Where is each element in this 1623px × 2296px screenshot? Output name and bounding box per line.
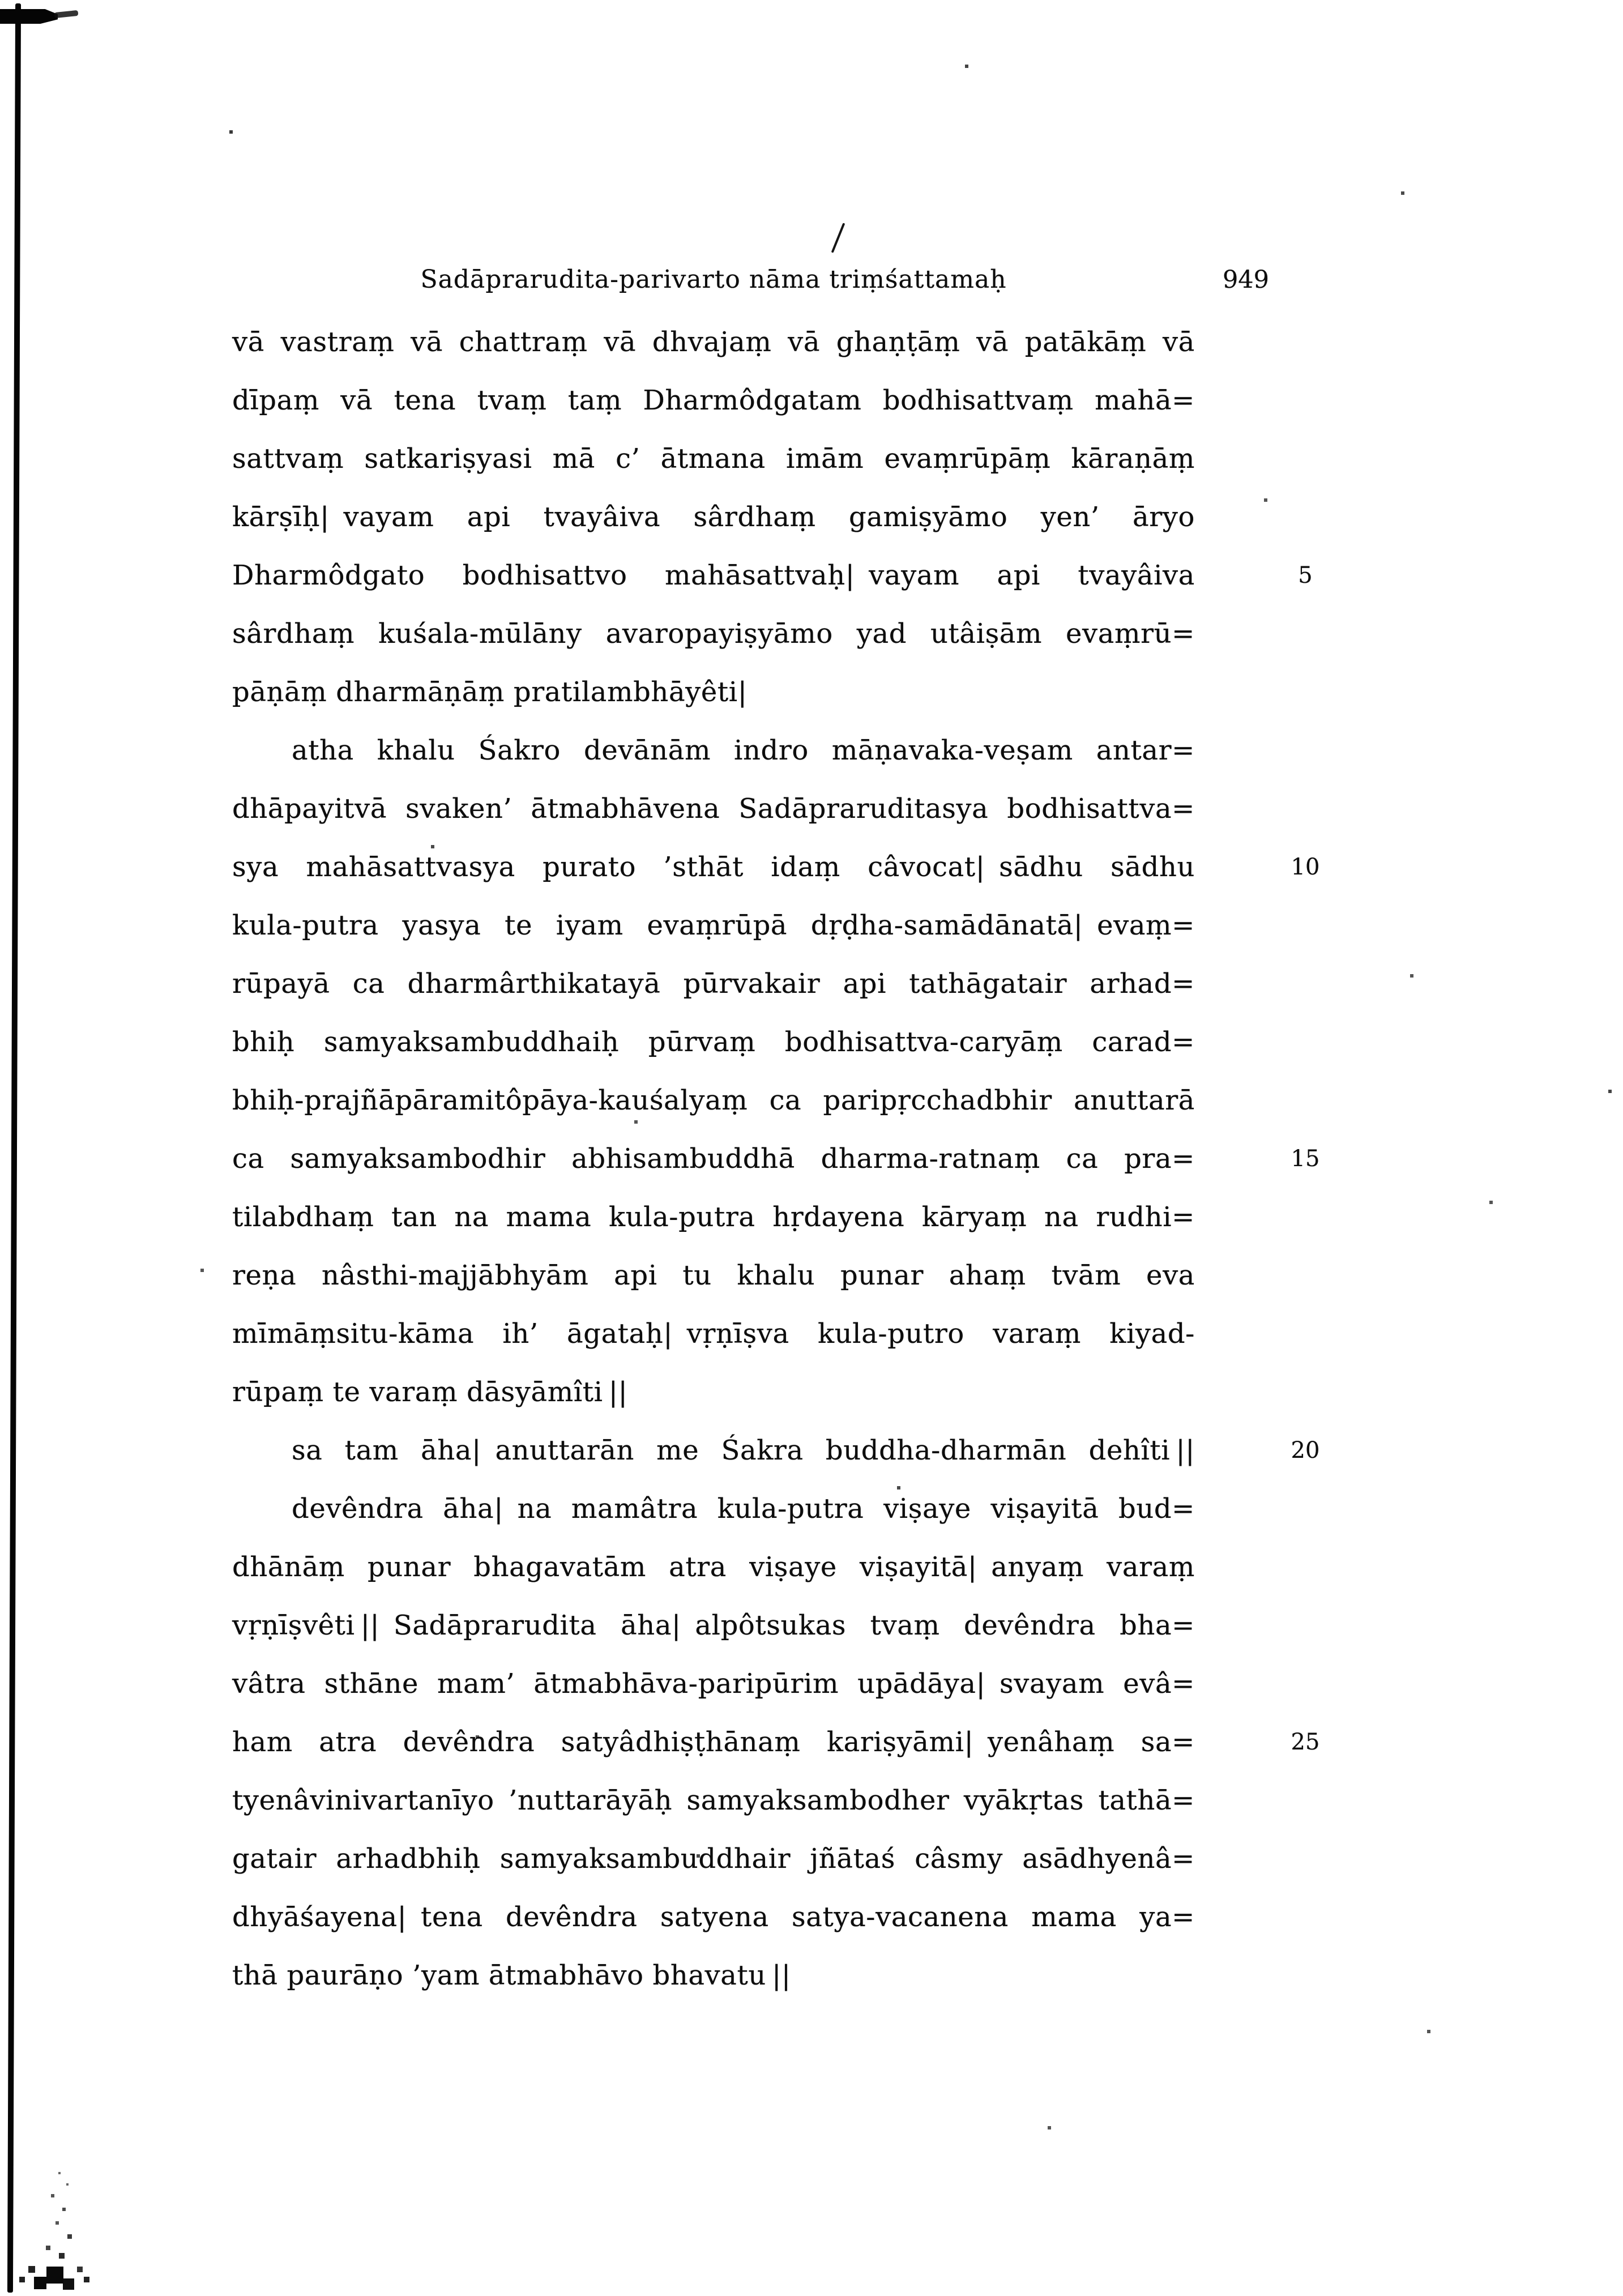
scan-artifact-left-edge-line (7, 3, 21, 2293)
scan-artifact-topleft-bar (0, 9, 58, 24)
text-line: dhyāśayena| tena devêndra satyena satya-vacanena mama ya= (232, 1901, 1195, 1933)
margin-line-number: 25 (1291, 1729, 1320, 1755)
text-line: dhāpayitvā svaken’ ātmabhāvena Sadāpraruditasya bodhisattva= (232, 793, 1195, 825)
text-line: gatair arhadbhiḥ samyaksambuddhair jñātaś câsmy asādhyenâ= (232, 1843, 1195, 1875)
text-line: reṇa nâsthi-majjābhyām api tu khalu punar ahaṃ tvām eva (232, 1260, 1195, 1291)
text-line paragraph-start: atha khalu Śakro devānām indro māṇavaka-veṣam antar= (292, 735, 1195, 766)
text-line: bhiḥ-prajñāpāramitôpāya-kauśalyaṃ ca paripṛcchadbhir anuttarā (232, 1085, 1195, 1116)
running-header-title: Sadāprarudita-parivarto nāma triṃśattamaḥ (420, 265, 1007, 294)
text-line paragraph-start: devêndra āha| na mamâtra kula-putra viṣaye viṣayitā bud= (292, 1493, 1195, 1525)
text-line: dhānāṃ punar bhagavatām atra viṣaye viṣayitā| anyaṃ varaṃ (232, 1551, 1195, 1583)
margin-line-number: 20 (1291, 1437, 1320, 1463)
text-line: vâtra sthāne mam’ ātmabhāva-paripūrim upādāya| svayam evâ= (232, 1668, 1195, 1700)
text-line: rūpaṃ te varaṃ dāsyāmîti || (232, 1376, 628, 1408)
text-line: vā vastraṃ vā chattraṃ vā dhvajaṃ vā ghaṇṭāṃ vā patākāṃ vā (232, 326, 1195, 358)
scan-artifact-slash-mark (831, 223, 845, 253)
text-line: kārṣīḥ| vayam api tvayâiva sârdhaṃ gamiṣyāmo yen’ āryo (232, 501, 1195, 533)
text-line: mīmāṃsitu-kāma ih’ āgataḥ| vṛṇīṣva kula-putro varaṃ kiyad- (232, 1318, 1195, 1350)
text-line: sya mahāsattvasya purato ’sthāt idaṃ câvocat| sādhu sādhu (232, 851, 1195, 883)
text-line: vṛṇīṣvêti || Sadāprarudita āha| alpôtsukas tvaṃ devêndra bha= (232, 1610, 1195, 1641)
margin-line-number: 10 (1291, 854, 1320, 880)
text-line: thā paurāṇo ’yam ātmabhāvo bhavatu || (232, 1960, 791, 1991)
text-line: sattvaṃ satkariṣyasi mā c’ ātmana imām evaṃrūpāṃ kāraṇāṃ (232, 443, 1195, 475)
text-line: ca samyaksambodhir abhisambuddhā dharma-ratnaṃ ca pra= (232, 1143, 1195, 1175)
text-line: pāṇāṃ dharmāṇāṃ pratilambhāyêti| (232, 676, 748, 708)
text-line: sârdhaṃ kuśala-mūlāny avaropayiṣyāmo yad utâiṣām evaṃrū= (232, 618, 1195, 650)
margin-line-number: 5 (1298, 562, 1313, 588)
margin-line-number: 15 (1291, 1146, 1320, 1172)
scan-artifact-topleft-tail (54, 10, 79, 18)
text-line: rūpayā ca dharmârthikatayā pūrvakair api tathāgatair arhad= (232, 968, 1195, 1000)
page-number: 949 (1222, 266, 1270, 294)
text-line: dīpaṃ vā tena tvaṃ taṃ Dharmôdgatam bodhisattvaṃ mahā= (232, 385, 1195, 416)
text-line: tyenâvinivartanīyo ’nuttarāyāḥ samyaksambodher vyākṛtas tathā= (232, 1785, 1195, 1816)
scan-artifact-specks (0, 0, 1, 1)
text-line: tilabdhaṃ tan na mama kula-putra hṛdayena kāryaṃ na rudhi= (232, 1201, 1195, 1233)
text-line: Dharmôdgato bodhisattvo mahāsattvaḥ| vayam api tvayâiva (232, 560, 1195, 591)
text-line: ham atra devêndra satyâdhiṣṭhānaṃ kariṣyāmi| yenâhaṃ sa= (232, 1726, 1195, 1758)
text-line: bhiḥ samyaksambuddhaiḥ pūrvaṃ bodhisattva-caryāṃ carad= (232, 1026, 1195, 1058)
text-line paragraph-start: sa tam āha| anuttarān me Śakra buddha-dharmān dehîti || (292, 1435, 1195, 1466)
text-line: kula-putra yasya te iyam evaṃrūpā dṛḍha-samādānatā| evaṃ= (232, 910, 1195, 941)
body-text-block (232, 313, 1195, 2005)
